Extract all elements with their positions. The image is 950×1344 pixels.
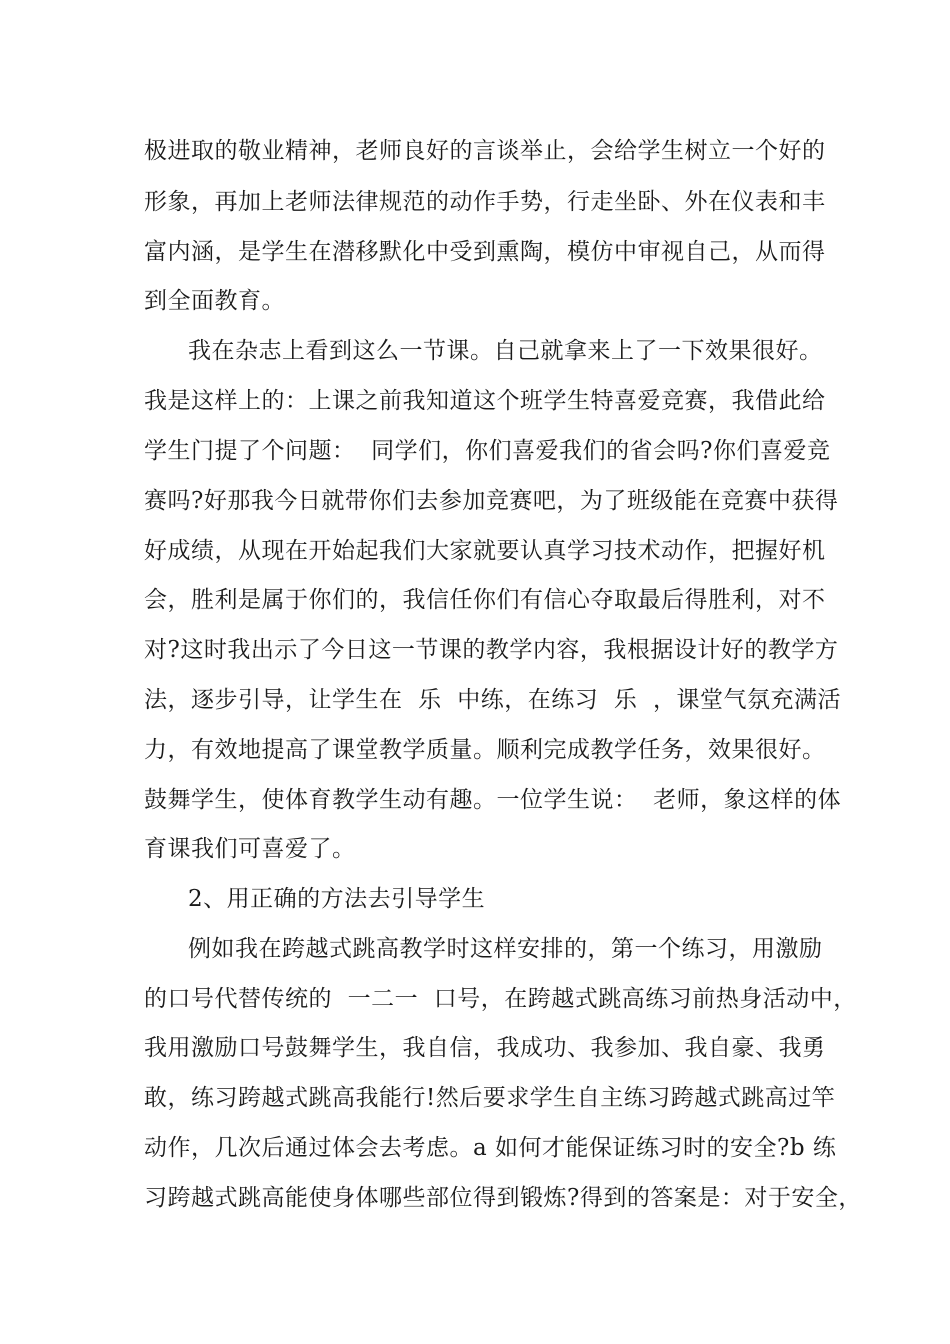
text-line: 形象，再加上老师法律规范的动作手势，行走坐卧、外在仪表和丰: [144, 189, 826, 215]
text-line: 力，有效地提高了课堂教学质量。顺利完成教学任务，效果很好。: [144, 737, 826, 763]
text-line: 敢，练习跨越式跳高我能行!然后要求学生自主练习跨越式跳高过竿: [144, 1085, 836, 1111]
text-line: 好成绩，从现在开始起我们大家就要认真学习技术动作，把握好机: [144, 538, 826, 564]
text-line: 到全面教育。: [144, 288, 285, 314]
text-line: 动作，几次后通过体会去考虑。a 如何才能保证练习时的安全?b 练: [144, 1135, 837, 1161]
text-line: 法，逐步引导，让学生在 乐 中练，在练习 乐 ，课堂气氛充满活: [144, 687, 841, 713]
paragraph-first-line: 我在杂志上看到这么一节课。自己就拿来上了一下效果很好。: [188, 338, 823, 364]
text-line: 的口号代替传统的 一二一 口号，在跨越式跳高练习前热身活动中，: [144, 986, 857, 1012]
text-line: 赛吗?好那我今日就带你们去参加竞赛吧，为了班级能在竞赛中获得: [144, 488, 839, 514]
text-line: 富内涵，是学生在潜移默化中受到熏陶，模仿中审视自己，从而得: [144, 239, 826, 265]
text-line: 对?这时我出示了今日这一节课的教学内容，我根据设计好的教学方: [144, 637, 839, 663]
text-line: 会，胜利是属于你们的，我信任你们有信心夺取最后得胜利，对不: [144, 587, 826, 613]
text-line: 极进取的敬业精神，老师良好的言谈举止，会给学生树立一个好的: [144, 138, 826, 164]
text-line: 习跨越式跳高能使身体哪些部位得到锻炼?得到的答案是：对于安全，: [144, 1185, 862, 1211]
text-line: 我是这样上的：上课之前我知道这个班学生特喜爱竞赛，我借此给: [144, 388, 826, 414]
text-line: 鼓舞学生，使体育教学生动有趣。一位学生说： 老师，象这样的体: [144, 787, 842, 813]
section-heading: 2、用正确的方法去引导学生: [188, 886, 486, 912]
paragraph-first-line: 例如我在跨越式跳高教学时这样安排的，第一个练习，用激励: [188, 936, 823, 962]
text-line: 育课我们可喜爱了。: [144, 836, 356, 862]
text-line: 我用激励口号鼓舞学生，我自信，我成功、我参加、我自豪、我勇: [144, 1035, 826, 1061]
text-line: 学生门提了个问题： 同学们，你们喜爱我们的省会吗?你们喜爱竞: [144, 438, 831, 464]
